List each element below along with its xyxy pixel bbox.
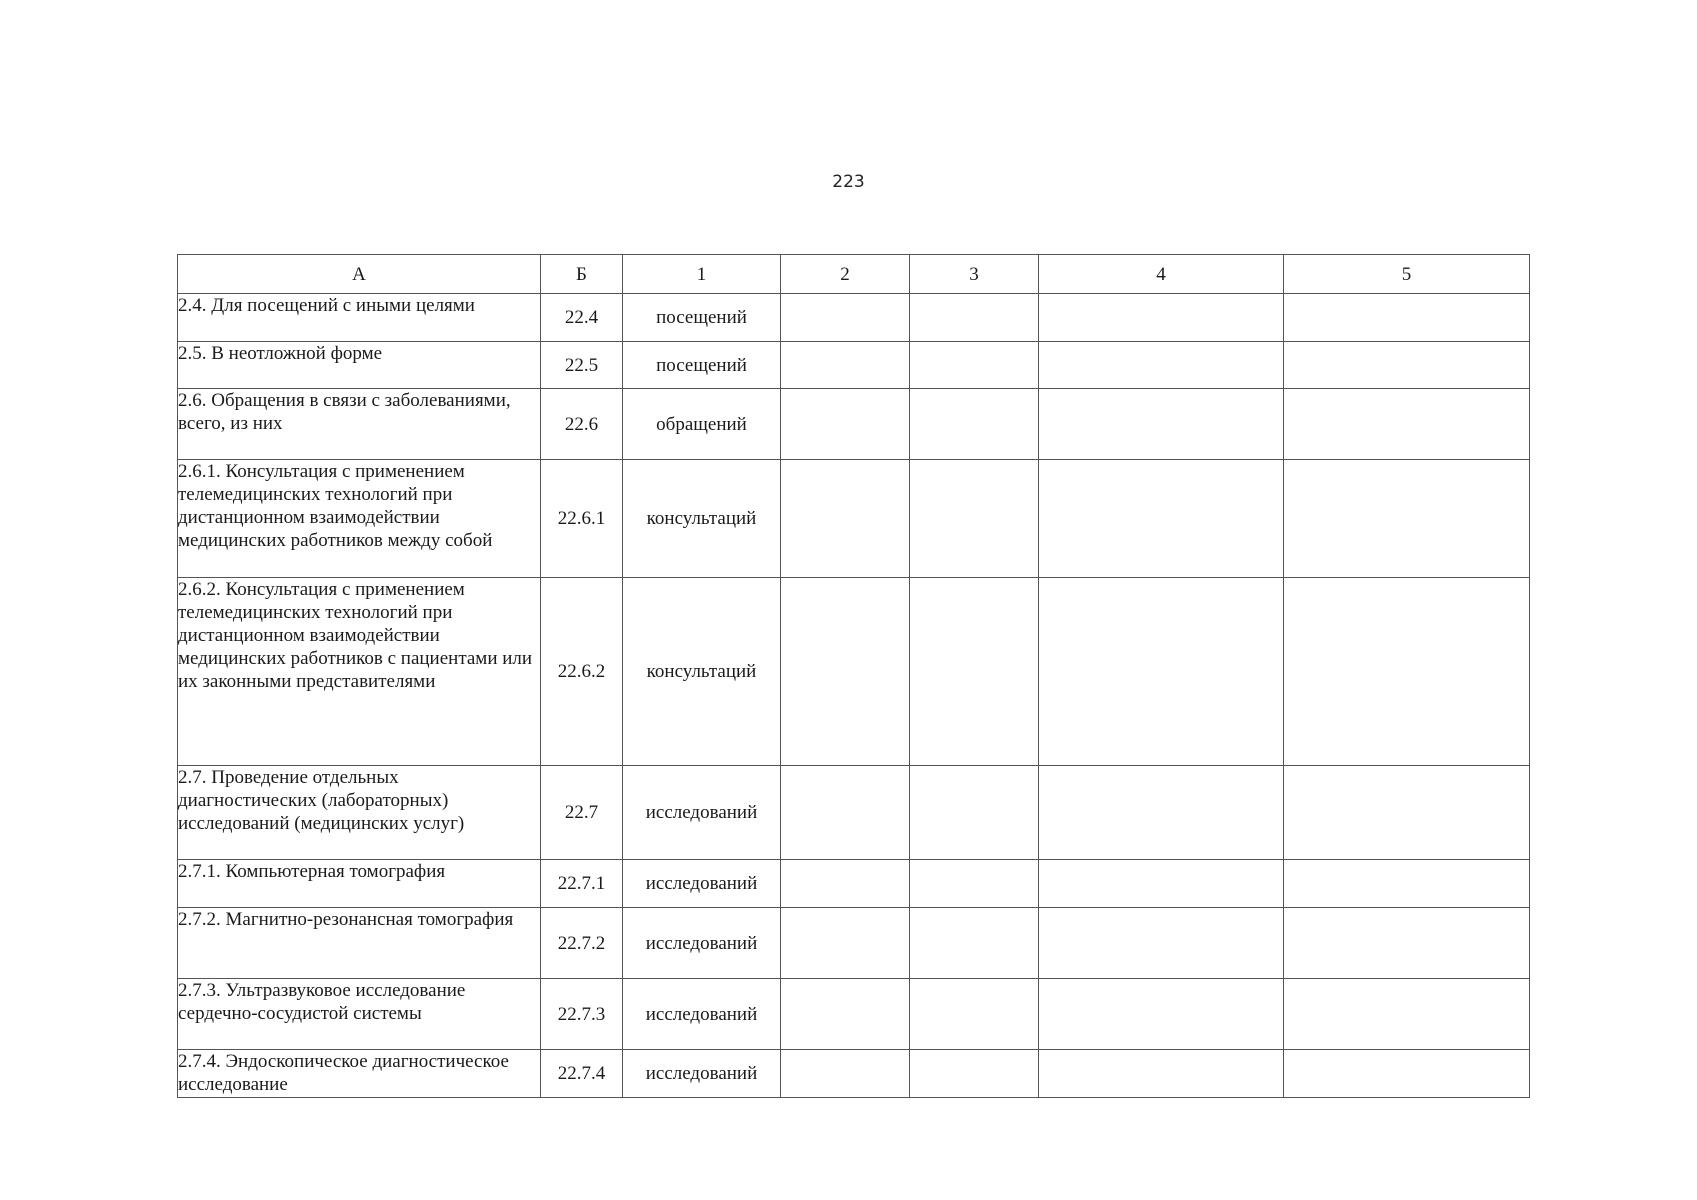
column-header-a: А: [178, 255, 541, 294]
row-code: 22.6.1: [541, 460, 623, 578]
row-value-col5: [1284, 342, 1530, 389]
row-code: 22.7: [541, 766, 623, 860]
row-unit: исследований: [623, 766, 781, 860]
row-value-col2: [781, 342, 910, 389]
row-code: 22.5: [541, 342, 623, 389]
row-name: 2.7.2. Магнитно-резонансная томография: [178, 908, 541, 979]
row-unit: исследований: [623, 1050, 781, 1098]
row-value-col4: [1039, 294, 1284, 342]
row-code: 22.7.1: [541, 860, 623, 908]
row-name: 2.7.4. Эндоскопическое диагностическое исследование: [178, 1050, 541, 1098]
row-code: 22.4: [541, 294, 623, 342]
table-row: [178, 766, 1530, 860]
row-value-col2: [781, 294, 910, 342]
row-value-col3: [910, 294, 1039, 342]
row-unit: посещений: [623, 294, 781, 342]
row-code: 22.7.4: [541, 1050, 623, 1098]
row-value-col2: [781, 1050, 910, 1098]
row-value-col4: [1039, 342, 1284, 389]
row-value-col2: [781, 860, 910, 908]
row-value-col4: [1039, 979, 1284, 1050]
row-name: 2.5. В неотложной форме: [178, 342, 541, 389]
row-name: 2.7. Проведение отдельных диагностических (лабораторных) исследований (медицинских услуг): [178, 766, 541, 860]
row-value-col5: [1284, 294, 1530, 342]
row-code: 22.7.3: [541, 979, 623, 1050]
row-name: 2.6. Обращения в связи с заболеваниями, всего, из них: [178, 389, 541, 460]
page-number: 223: [832, 172, 865, 192]
row-value-col5: [1284, 578, 1530, 766]
row-name: 2.4. Для посещений с иными целями: [178, 294, 541, 342]
row-value-col2: [781, 460, 910, 578]
table-row: [178, 979, 1530, 1050]
row-value-col2: [781, 979, 910, 1050]
column-header-b: Б: [541, 255, 623, 294]
row-value-col3: [910, 460, 1039, 578]
table-row: [178, 860, 1530, 908]
row-name: 2.7.3. Ультразвуковое исследование сердечно-сосудистой системы: [178, 979, 541, 1050]
row-value-col3: [910, 1050, 1039, 1098]
row-name: 2.7.1. Компьютерная томография: [178, 860, 541, 908]
table-row: [178, 578, 1530, 766]
row-value-col2: [781, 766, 910, 860]
table-row: [178, 1050, 1530, 1098]
row-value-col4: [1039, 578, 1284, 766]
row-value-col2: [781, 578, 910, 766]
row-value-col2: [781, 389, 910, 460]
row-value-col4: [1039, 460, 1284, 578]
row-unit: исследований: [623, 860, 781, 908]
row-name: 2.6.2. Консультация с применением телемедицинских технологий при дистанционном взаимодействии медицинских работников с пациентами или их законными представителями: [178, 578, 541, 766]
row-unit: консультаций: [623, 578, 781, 766]
row-value-col4: [1039, 1050, 1284, 1098]
row-unit: исследований: [623, 908, 781, 979]
row-value-col5: [1284, 389, 1530, 460]
row-code: 22.7.2: [541, 908, 623, 979]
column-header-2: 2: [781, 255, 910, 294]
table-row: [178, 389, 1530, 460]
row-value-col4: [1039, 908, 1284, 979]
row-unit: обращений: [623, 389, 781, 460]
table-row: [178, 908, 1530, 979]
row-name: 2.6.1. Консультация с применением телемедицинских технологий при дистанционном взаимодействии медицинских работников между собой: [178, 460, 541, 578]
report-table: [177, 254, 1530, 1098]
row-unit: консультаций: [623, 460, 781, 578]
row-value-col3: [910, 766, 1039, 860]
row-value-col5: [1284, 908, 1530, 979]
table-row: [178, 294, 1530, 342]
row-code: 22.6: [541, 389, 623, 460]
row-value-col5: [1284, 860, 1530, 908]
column-header-5: 5: [1284, 255, 1530, 294]
row-unit: посещений: [623, 342, 781, 389]
row-value-col4: [1039, 389, 1284, 460]
table-header-row: [178, 255, 1530, 294]
row-value-col3: [910, 860, 1039, 908]
row-value-col5: [1284, 979, 1530, 1050]
row-value-col5: [1284, 766, 1530, 860]
table-row: [178, 342, 1530, 389]
row-value-col2: [781, 908, 910, 979]
row-value-col4: [1039, 766, 1284, 860]
row-value-col4: [1039, 860, 1284, 908]
row-unit: исследований: [623, 979, 781, 1050]
row-value-col3: [910, 342, 1039, 389]
column-header-4: 4: [1039, 255, 1284, 294]
row-value-col3: [910, 578, 1039, 766]
row-value-col3: [910, 979, 1039, 1050]
row-value-col5: [1284, 1050, 1530, 1098]
row-value-col3: [910, 389, 1039, 460]
table-row: [178, 460, 1530, 578]
row-value-col3: [910, 908, 1039, 979]
column-header-1: 1: [623, 255, 781, 294]
column-header-3: 3: [910, 255, 1039, 294]
row-value-col5: [1284, 460, 1530, 578]
row-code: 22.6.2: [541, 578, 623, 766]
